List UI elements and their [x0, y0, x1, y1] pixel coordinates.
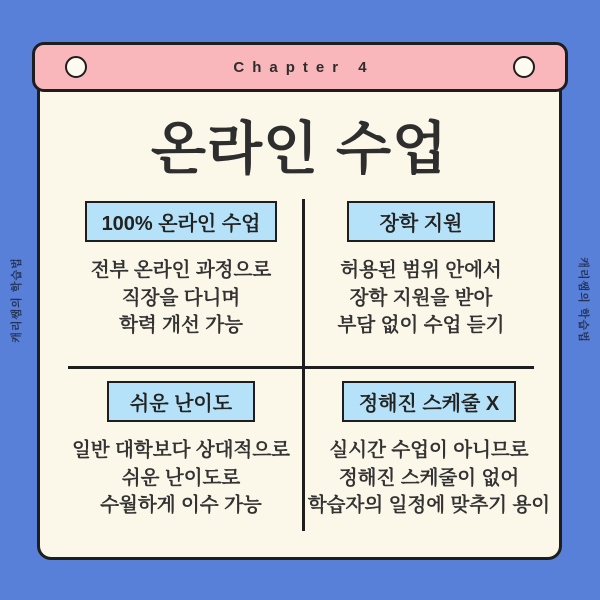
section-text-line: 허용된 범위 안에서: [340, 259, 502, 281]
quadrant-grid: [40, 195, 559, 543]
watermark-left: 캐리쌤의 학습법: [11, 257, 23, 343]
header-bar: [32, 42, 568, 92]
section-text-line: 직장을 다니며: [121, 286, 241, 309]
card-body: [37, 88, 562, 560]
section-no-fixed-schedule: [304, 381, 554, 520]
section-label: 장학 지원: [347, 201, 495, 242]
chapter-label: Chapter 4: [233, 58, 375, 76]
section-text-line: 부담 없이 수업 듣기: [337, 314, 505, 336]
section-label: 정해진 스케줄 X: [342, 381, 516, 422]
binder-hole-right-icon: [513, 56, 535, 78]
section-text-line: 정해진 스케줄이 없어: [338, 466, 520, 489]
section-text-line: 학습자의 일정에 맞추기 용이: [307, 494, 551, 516]
section-label: 쉬운 난이도: [107, 381, 255, 422]
section-text-line: 학력 개선 가능: [119, 314, 243, 336]
horizontal-divider: [68, 366, 534, 369]
section-label: 100% 온라인 수업: [85, 201, 278, 242]
section-text-line: 실시간 수업이 아니므로: [329, 439, 529, 461]
section-online-100: [66, 201, 296, 340]
binder-hole-left-icon: [65, 56, 87, 78]
section-text-line: 장학 지원을 받아: [349, 286, 493, 309]
section-easy-difficulty: [58, 381, 304, 520]
section-text-line: 쉬운 난이도로: [121, 466, 241, 489]
section-text-line: 전부 온라인 과정으로: [90, 259, 272, 281]
watermark-right: 캐리쌤의 학습법: [577, 257, 589, 343]
section-text-line: 일반 대학보다 상대적으로: [71, 439, 291, 461]
section-scholarship: [306, 201, 536, 340]
section-text-line: 수월하게 이수 가능: [100, 494, 262, 516]
page-title: 온라인 수업: [150, 117, 449, 181]
